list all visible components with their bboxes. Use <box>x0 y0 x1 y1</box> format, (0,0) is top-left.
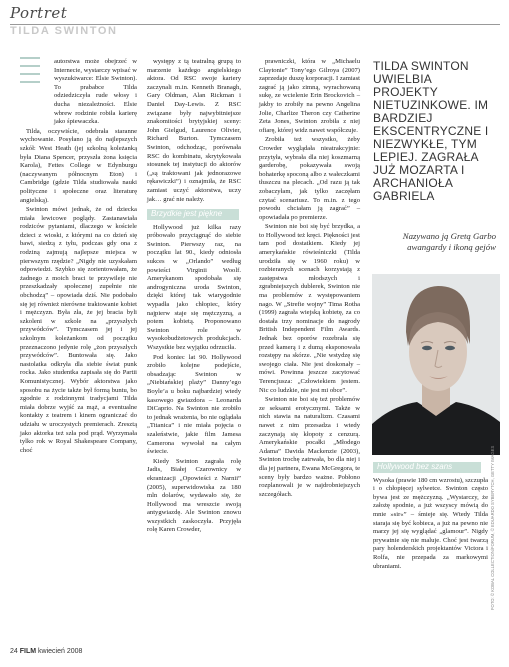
paragraph: Hollywood już kilka razy próbowało przyciągnąć do siebie Swinton. Pierwszy raz, na początku lat 90., kiedy odniosła sukces w „Orlando” według powieści Virginii Woolf. Amerykanom spodobała się androgyniczna uroda Swinton, dzięki której tak wiarygodnie wypadła jako chłopiec, który najpierw staje się mężczyzną, a potem kobietą. Proponowano Swinton role w wysokobudżetowych produkcjach. Wszystkie bez wyjątku odrzuciła. <box>147 223 241 351</box>
magazine-name: FILM <box>19 648 37 655</box>
article-column-1 <box>20 58 137 456</box>
paragraph: Swinton nie boi się być brzydka, a to Hollywood też kręci. Piękności jest tam pod dostatkiem. Kiedy jej amerykańskie rówieśniczki (Tilda urodziła się w 1960 roku) w rozbieranych scenach korzystają z zastępstwa młodszych i zgrabniejszych dublerek, Swinton nie ma problemów z występowaniem nago. W „Strefie wojny” Tima Rotha (1999) zagrała wiejską kobietę, za co dostała trzy nominacje do nagrody British Independent Film Awards. Jednak bez oporów rozebrała się przed kamerą i z dumą eksponowała rozstępy na skórze. „Nie wstydzę się swojego ciała. Nie jest doskonały – mówi. Powinna jeszcze zacytować Terencjusza: „Człowiekiem jestem. Nic co ludzkie, nie jest mi obce”. <box>259 223 360 394</box>
paragraph: Tilda, oczywiście, odebrała staranne wychowanie. Posyłano ją do najlepszych szkół: West Heath (jej szkolną koleżanką była Diana Spencer, przyszła żona księcia Karola), Fettes College w Edynburgu (naczywanym północnym Eton) i Cambridge (gdzie Tilda studiowała nauki polityczne i społeczne oraz literaturę angielską). <box>20 127 137 204</box>
page-number: 24 <box>10 648 18 655</box>
photo-caption: Nazywano ją Gretą Garbo awangardy i ikoną gejów <box>402 231 496 252</box>
sidebar-subhead: Hollywood bez szans <box>373 462 481 473</box>
pull-quote: TILDA SWINTON UWIELBIA PROJEKTY NIETUZINKOWE. IM BARDZIEJ EKSCENTRYCZNE I NIEZWYKŁE, TYM LEPIEJ. ZAGRAŁA JUŻ MOZARTA I ARCHANIOŁA GABRIELA <box>373 59 489 203</box>
paragraph: Zrobiła też wszystko, żeby Crowder wyglądała nieatrakcyjnie: przytyła, wybrała dla niej koszmarną garderobę, pokazywała swoją bohaterkę spoconą albo z wałeczkami tłuszczu na plecach. „Od razu ją tak zobaczyłam, jak tylko zaczęłam czytać scenariusz. To m.in. z tego powodu chciałam ją zagrać” – opowiadała po premierze. <box>259 136 360 221</box>
page-header <box>10 4 500 38</box>
issue-date: kwiecień 2008 <box>38 648 83 655</box>
paragraph: autorstwa może obejrzeć w Internecie, wystarczy wpisać w wyszukiwarce: Elsie Swinton). To prababce Tilda odziedziczyła rude włosy i ducha niezależności. Elsie wbrew rodzinie robiła karierę jako śpiewaczka. <box>54 58 137 126</box>
section-subhead: Brzydkie jest piękne <box>147 209 239 220</box>
article-column-3 <box>259 58 360 500</box>
portrait-photo <box>372 274 500 455</box>
page-footer <box>10 648 82 655</box>
paragraph: Kiedy Swinton zagrała rolę Jadis, Białej Czarownicy w ekranizacji „Opowieści z Narnii” (2005), superwidowiska za 180 mln dolarów, wydawało się, że Hollywood ma wreszcie swoją antygwiazdę. Ale Swinton znowu wszystkich zaskoczyła. Przyjęła rolę Karen Crowder, <box>147 457 241 534</box>
portrait-image <box>372 274 500 455</box>
subject-name: TILDA SWINTON <box>10 25 118 37</box>
paragraph: prawniczki, która w „Michaelu Claytonie” Tony’ego Gilroya (2007) zaprzedaje duszę korporacji. I zamiast zagrać ją jako zimną, wyrachowaną sukę, ze wcielenie Erin Brockovich – jakby to zrobiły na pewno Angelina Jolie, Charlize Theron czy Catherine Zeta Jones, Swinton zrobiła z niej ofiarę, której widz nawet współczuje. <box>259 58 360 134</box>
section-title: Portret <box>10 4 68 22</box>
photo-credit: FOTO: © KOBAL COLLECTION/FORUM, © EDUARDO SYBERYTCH, GETTY IMAGES <box>490 445 495 610</box>
paragraph: występy z tą teatralną grupą to marzenie każdego angielskiego aktora. Od RSC swoje kariery zaczynali m.in. Kenneth Branagh, Gary Oldman, Alan Rickman i Daniel Day-Lewis. Z RSC związane były najwybitniejsze znakomitości brytyjskiej sceny: John Gielgud, Laurence Olivier, Richard Burton. Tymczasem Swinton, odchodząc, porównała RSC do kombinatu, skrytykowała stosunek tej instytucji do aktorów („są traktowani jak jednorazowe rękawiczki”) i oznajmiła, że RSC zamiast uczyć aktorstwa, uczy jak… grać nie należy. <box>147 58 241 203</box>
paragraph: Wysoka (prawie 180 cm wzrostu), szczupła i o chłopięcej sylwetce. Swinton często bywa jest ze mężczyzną. „Wystarczy, że założę spodnie, a już wszyscy mówią do mnie »sir«” – śmieje się. Wtedy Tilda staraja się być kobieca, a już na pewno nie marzy jej się wyglądać „glamour”. Nigdy prywatnie się nie maluje. Choć jest twarzą pary holenderskich projektantów Victora i Rolfa, nie przepada za markowymi ubraniami. <box>373 476 488 570</box>
paragraph: Swinton mówi jednak, że od dziecka miała lewicowe poglądy. Zastanawiała rodziców pytaniami, dlaczego w kościele dzieci z wioski, z którymi na co dzień się bawi, siedzą z tyłu, podczas gdy ona z rodziną zajmują najlepsze miejsca w pierwszym rzędzie? „Nigdy nie uzyskałam odpowiedzi. Szybko się zorientowałam, że żadnego z moich braci te przywileje nie przeszkadzały społecznej zupełnie nie obchodzą” – opowiada dziś. Nie podobało się jej również nierówne traktowanie kobiet i mężczyzn. Była zła, że jej bracia byli szkoleni w szkole na „przyszłych przywódców”. Tymczasem jej i jej szkolnym koleżankom od początku przeznaczono jedynie rolę „żon przyszłych przywódców”. Buntowała się. Jako nastolatka odkryła dla siebie świat punk rocka. Jako studentka zapisała się do Partii Komunistycznej. Wybór aktorstwa jako sposobu na życie także był formą buntu, bo zgodnie z rodzinnymi tradycjami Tilda miała dobrze wyjść za mąż, a eventualne kontakty z teatrem i kinem ograniczać do udziału w uroczystych premierach. Zresztą jako aktorka też szła pod prąd. Wyrzymała tylko rok w Royal Shakespeare Company, choć <box>20 206 137 454</box>
paragraph: Swinton nie boi się też problemów ze seksami erotycznymi. Także w nich stawia na naturalizm. Czasami nawet z nim przesadza i wtedy zaczynają się kłopoty z cenzurą. Amerykańskie pocałki „Młodego Adama” Davida Mackenzie (2003), Swinton trochę zatrwała, bo dla niej i dla jej partnera, Ewana McGregora, te sceny były bardzo ważne. Pobłono rozplanowali je w najdrobniejszych szczegółach. <box>259 396 360 498</box>
paragraph: Pod koniec lat 90. Hollywood zrobiło kolejne podejście, obsadzając Swinton w „Niebiańskiej plaży” Danny’ego Boyle’a u boku najbardziej wtedy kasowego gwiazdora – Leonarda DiCaprio. Na Swinton nie zrobiło to jednak wrażenia, bo nie oglądała „Titanica” i nie miała pojęcia o szaleństwie, jakie film Jamesa Camerona wywołał na całym świecie. <box>147 353 241 456</box>
sidebar-box <box>373 458 488 571</box>
article-column-2 <box>147 58 241 536</box>
